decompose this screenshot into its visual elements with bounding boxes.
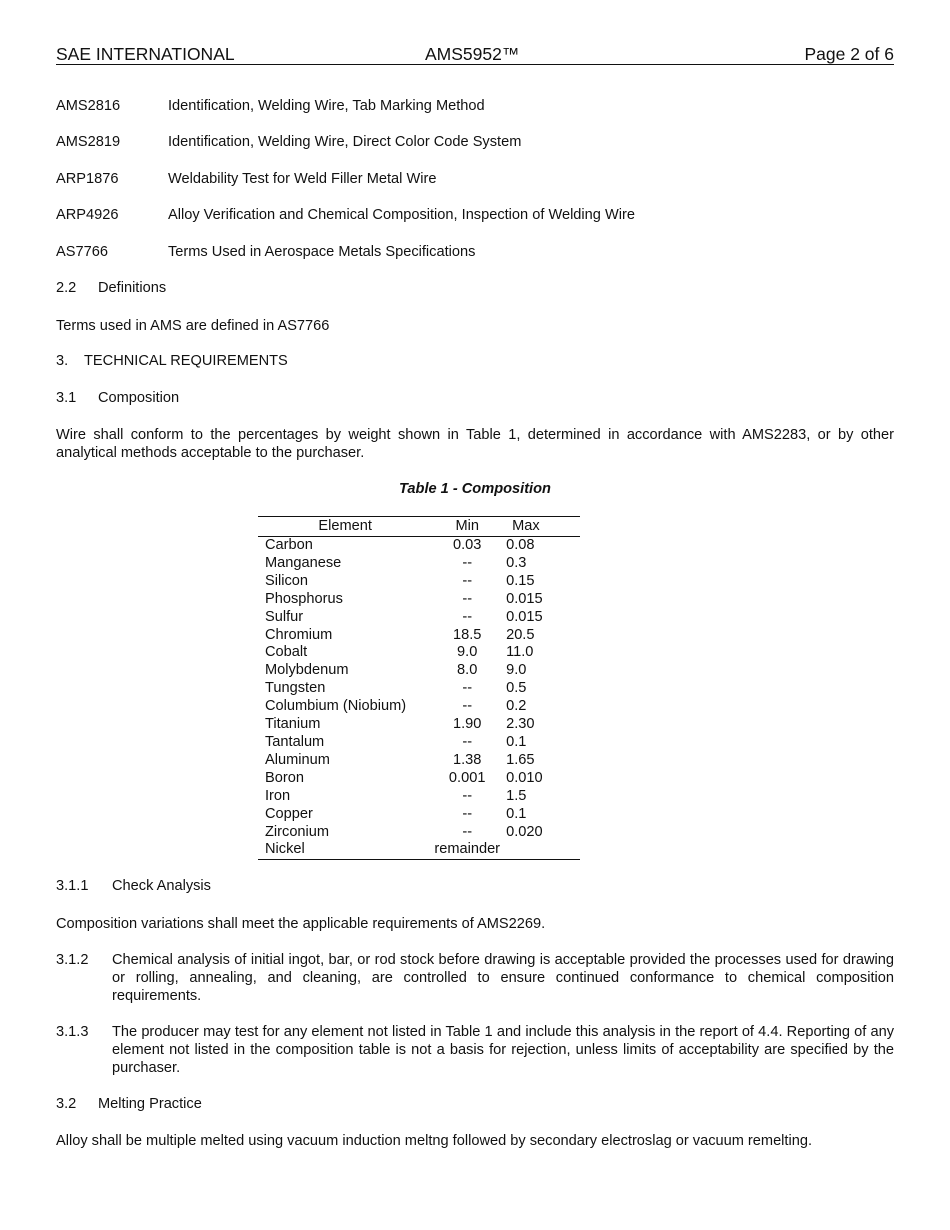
reference-code: AS7766 xyxy=(56,244,108,260)
cell-min: -- xyxy=(462,572,473,589)
cell-element: Iron xyxy=(265,787,291,804)
cell-min: -- xyxy=(462,608,473,625)
reference-item xyxy=(56,98,894,116)
section-title: TECHNICAL REQUIREMENTS xyxy=(84,353,288,369)
section-title: Definitions xyxy=(98,280,167,296)
cell-element: Cobalt xyxy=(265,644,308,661)
cell-max: 0.2 xyxy=(506,698,527,715)
table-row xyxy=(258,698,580,716)
cell-max: 0.15 xyxy=(506,572,535,589)
cell-element: Columbium (Niobium) xyxy=(265,698,407,715)
cell-element: Carbon xyxy=(265,537,313,553)
cell-min: 0.03 xyxy=(452,537,482,553)
reference-title: Identification, Welding Wire, Direct Color Code System xyxy=(168,134,522,150)
header-page-number: Page 2 of 6 xyxy=(804,44,894,64)
cell-max: 1.65 xyxy=(506,751,535,768)
table-row xyxy=(258,644,580,662)
cell-element: Copper xyxy=(265,805,313,822)
table-row xyxy=(258,716,580,734)
table-row xyxy=(258,662,580,680)
cell-element: Sulfur xyxy=(265,608,304,625)
cell-element: Titanium xyxy=(265,716,321,733)
cell-element: Zirconium xyxy=(265,823,330,840)
paragraph-number: 3.1.3 xyxy=(56,1024,89,1040)
cell-max: 0.1 xyxy=(506,805,527,822)
numbered-paragraph-3-1-2 xyxy=(56,951,894,1007)
composition-table xyxy=(258,516,580,860)
cell-max: 0.015 xyxy=(506,590,543,607)
reference-title: Weldability Test for Weld Filler Metal Wire xyxy=(168,171,437,187)
table-row xyxy=(258,537,580,555)
reference-item xyxy=(56,244,894,262)
table-row xyxy=(258,788,580,806)
cell-element: Phosphorus xyxy=(265,590,343,607)
header-document-number: AMS5952™ xyxy=(425,44,520,64)
cell-max: 0.5 xyxy=(506,680,527,697)
table-row xyxy=(258,680,580,698)
cell-min: 0.001 xyxy=(448,769,486,786)
melting-practice-paragraph: Alloy shall be multiple melted using vacuum induction meltng followed by secondary electroslag or vacuum remelting. xyxy=(56,1133,813,1149)
reference-code: AMS2816 xyxy=(56,98,121,114)
cell-min: -- xyxy=(462,554,473,571)
table-row-nickel xyxy=(258,841,580,859)
reference-item xyxy=(56,207,894,225)
cell-max: 0.08 xyxy=(506,537,535,553)
cell-max: 9.0 xyxy=(506,662,527,679)
section-number: 3.1.1 xyxy=(56,878,89,894)
cell-min: 1.90 xyxy=(452,716,482,733)
cell-min: -- xyxy=(462,590,473,607)
cell-element: Tantalum xyxy=(265,733,325,750)
column-header-max: Max xyxy=(502,517,580,537)
cell-min: -- xyxy=(462,823,473,840)
column-header-element: Element xyxy=(258,517,432,537)
reference-code: ARP1876 xyxy=(56,171,119,187)
section-title: Check Analysis xyxy=(112,878,211,894)
section-number: 2.2 xyxy=(56,280,77,296)
page-header xyxy=(56,44,894,65)
section-title: Composition xyxy=(98,390,180,406)
table-row xyxy=(258,609,580,627)
table-row xyxy=(258,752,580,770)
cell-element: Aluminum xyxy=(265,751,330,768)
table-row xyxy=(258,824,580,842)
reference-title: Terms Used in Aerospace Metals Specifications xyxy=(168,244,476,260)
cell-max: 20.5 xyxy=(506,626,535,643)
table-row xyxy=(258,573,580,591)
table-row xyxy=(258,555,580,573)
cell-min: 18.5 xyxy=(452,626,482,643)
reference-title: Alloy Verification and Chemical Composition, Inspection of Welding Wire xyxy=(168,207,635,223)
table-row xyxy=(258,627,580,645)
cell-max: 0.020 xyxy=(506,823,543,840)
cell-max: 2.30 xyxy=(506,716,535,733)
section-number: 3.2 xyxy=(56,1096,77,1112)
definitions-paragraph: Terms used in AMS are defined in AS7766 xyxy=(56,318,330,334)
reference-code: ARP4926 xyxy=(56,207,119,223)
cell-min: 1.38 xyxy=(452,751,482,768)
section-number: 3. xyxy=(56,353,69,369)
cell-min: -- xyxy=(462,698,473,715)
section-title: Melting Practice xyxy=(98,1096,202,1112)
section-number: 3.1 xyxy=(56,390,77,406)
cell-max: 1.5 xyxy=(506,787,527,804)
cell-element: Manganese xyxy=(265,554,342,571)
cell-element: Nickel xyxy=(258,841,432,859)
cell-max: 0.3 xyxy=(506,554,527,571)
table-caption: Table 1 - Composition xyxy=(399,481,551,497)
cell-min: -- xyxy=(462,805,473,822)
column-header-min: Min xyxy=(432,517,502,537)
table-header-row xyxy=(258,517,580,537)
cell-max: 0.010 xyxy=(506,769,543,786)
reference-item xyxy=(56,171,894,189)
cell-min: -- xyxy=(462,787,473,804)
cell-min: -- xyxy=(462,733,473,750)
reference-item xyxy=(56,134,894,152)
table-row xyxy=(258,734,580,752)
cell-max: 0.015 xyxy=(506,608,543,625)
composition-paragraph: Wire shall conform to the percentages by weight shown in Table 1, determined in accordance with AMS2283, or by other analytical methods acceptable to the purchaser. xyxy=(56,427,894,461)
reference-code: AMS2819 xyxy=(56,134,121,150)
cell-remainder: remainder xyxy=(432,841,502,859)
table-row xyxy=(258,770,580,788)
check-analysis-paragraph: Composition variations shall meet the applicable requirements of AMS2269. xyxy=(56,916,546,932)
header-organization: SAE INTERNATIONAL xyxy=(56,44,235,64)
cell-min: 8.0 xyxy=(457,662,478,679)
paragraph-text: Chemical analysis of initial ingot, bar, or rod stock before drawing is acceptable provided the processes used for drawing or rolling, annealing, and cleaning, are controlled to ensure continued conformance to chemical composition requirements. xyxy=(112,952,894,1004)
table-row xyxy=(258,806,580,824)
numbered-paragraph-3-1-3 xyxy=(56,1023,894,1079)
paragraph-number: 3.1.2 xyxy=(56,952,89,968)
cell-max-empty xyxy=(502,841,580,859)
cell-element: Boron xyxy=(265,769,304,786)
cell-min: 9.0 xyxy=(457,644,478,661)
paragraph-text: The producer may test for any element not listed in Table 1 and include this analysis in the report of 4.4. Reporting of any element not listed in the composition table is not a basis for rejection, unless limits of acceptability are specified by the purchaser. xyxy=(112,1024,894,1076)
cell-element: Tungsten xyxy=(265,680,326,697)
cell-max: 11.0 xyxy=(506,644,534,661)
table-body xyxy=(258,537,580,860)
cell-max: 0.1 xyxy=(506,733,527,750)
cell-element: Silicon xyxy=(265,572,308,589)
cell-element: Molybdenum xyxy=(265,662,349,679)
cell-element: Chromium xyxy=(265,626,333,643)
table-row xyxy=(258,591,580,609)
reference-title: Identification, Welding Wire, Tab Marking Method xyxy=(168,98,485,114)
cell-min: -- xyxy=(462,680,473,697)
